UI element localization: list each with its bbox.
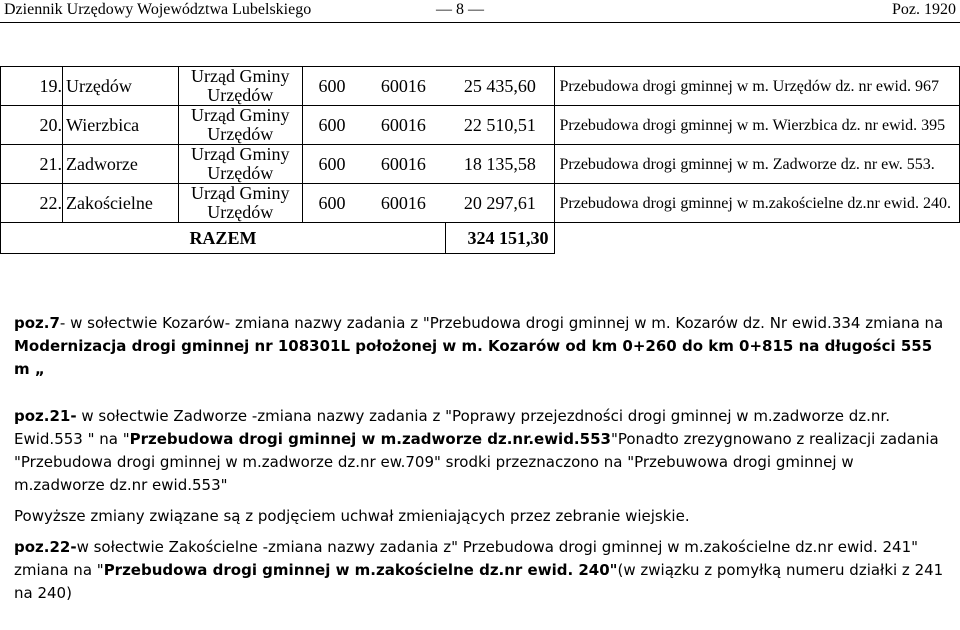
total-row <box>1 223 960 254</box>
publication-title: Dziennik Urzędowy Województwa Lubelskiego <box>4 1 312 18</box>
rozdzial-code: 60016 <box>361 67 445 106</box>
note-poz-21-text: w sołectwie Zadworze -zmiana nazwy zadania z "Poprawy przejezdności drogi gminnej w m.zadworze dz.nr. Ewid.553 " na " <box>14 407 890 448</box>
rozdzial-code: 60016 <box>361 184 445 223</box>
unit-name: Urząd Gminy Urzędów <box>178 184 302 223</box>
dzial-code: 600 <box>302 67 361 106</box>
note-poz-7-new-name: Modernizacja drogi gminnej nr 108301L położonej w m. Kozarów od km 0+260 do km 0+815 na długości 555 m „ <box>14 337 933 378</box>
note-poz-21-new-name: Przebudowa drogi gminnej w m.zadworze dz.nr.ewid.553 <box>129 430 611 448</box>
task-description: Przebudowa drogi gminnej w m. Urzędów dz. nr ewid. 967 <box>555 67 960 106</box>
amount: 20 297,61 <box>445 184 555 223</box>
note-poz-21-label: poz.21- <box>14 407 77 425</box>
rozdzial-code: 60016 <box>361 106 445 145</box>
table-row <box>1 67 960 106</box>
page-number: — 8 — <box>436 1 484 18</box>
amount: 25 435,60 <box>445 67 555 106</box>
spacer <box>14 381 944 405</box>
village-name: Wierzbica <box>62 106 178 145</box>
row-number: 20. <box>1 106 63 145</box>
village-name: Zakościelne <box>62 184 178 223</box>
note-poz-21-extra: "Ponadto zrezygnowano z realizacji zadania "Przebudowa drogi gminnej w m.zadworze dz.nr ew.709" srodki przeznaczono na "Przebuwowa drogi gminnej w m.zadworze dz.nr ewid.553" <box>14 430 939 494</box>
note-poz-22-label: poz.22- <box>14 538 77 556</box>
total-amount: 324 151,30 <box>445 223 555 254</box>
note-poz-7-text: - w sołectwie Kozarów- zmiana nazwy zadania z "Przebudowa drogi gminnej w m. Kozarów dz. Nr ewid.334 zmiana na <box>59 314 944 332</box>
table-row <box>1 145 960 184</box>
dzial-code: 600 <box>302 145 361 184</box>
dzial-code: 600 <box>302 106 361 145</box>
unit-name: Urząd Gminy Urzędów <box>178 67 302 106</box>
total-label: RAZEM <box>1 223 446 254</box>
task-description: Przebudowa drogi gminnej w m.zakościelne dz.nr ewid. 240. <box>555 184 960 223</box>
dzial-code: 600 <box>302 184 361 223</box>
row-number: 19. <box>1 67 63 106</box>
header-rule <box>0 22 960 23</box>
unit-name: Urząd Gminy Urzędów <box>178 106 302 145</box>
note-poz-22 <box>14 536 944 605</box>
note-poz-7 <box>14 312 944 381</box>
note-poz-7-label: poz.7 <box>14 314 60 332</box>
spacer <box>14 497 944 505</box>
amount: 18 135,58 <box>445 145 555 184</box>
task-description: Przebudowa drogi gminnej w m. Zadworze dz. nr ew. 553. <box>555 145 960 184</box>
position-number: Poz. 1920 <box>892 1 956 18</box>
village-name: Urzędów <box>62 67 178 106</box>
spacer <box>14 528 944 536</box>
note-poz-22-extra: (w związku z pomyłką numeru działki z 241 na 240) <box>14 561 944 602</box>
note-poz-22-text: w sołectwie Zakościelne -zmiana nazwy zadania z" Przebudowa drogi gminnej w m.zakościelne dz.nr ewid. 241" zmiana na " <box>14 538 919 579</box>
notes-section <box>14 312 944 605</box>
note-summary: Powyższe zmiany związane są z podjęciem uchwał zmieniających przez zebranie wiejskie. <box>14 507 690 525</box>
page-header <box>0 0 960 22</box>
unit-name: Urząd Gminy Urzędów <box>178 145 302 184</box>
table-row <box>1 184 960 223</box>
total-blank-cell <box>555 223 960 254</box>
village-name: Zadworze <box>62 145 178 184</box>
rozdzial-code: 60016 <box>361 145 445 184</box>
amount: 22 510,51 <box>445 106 555 145</box>
row-number: 22. <box>1 184 63 223</box>
row-number: 21. <box>1 145 63 184</box>
note-poz-21 <box>14 405 944 497</box>
note-poz-22-new-name: Przebudowa drogi gminnej w m.zakościelne dz.nr ewid. 240" <box>103 561 618 579</box>
table-row <box>1 106 960 145</box>
allocation-table <box>0 66 960 254</box>
task-description: Przebudowa drogi gminnej w m. Wierzbica dz. nr ewid. 395 <box>555 106 960 145</box>
